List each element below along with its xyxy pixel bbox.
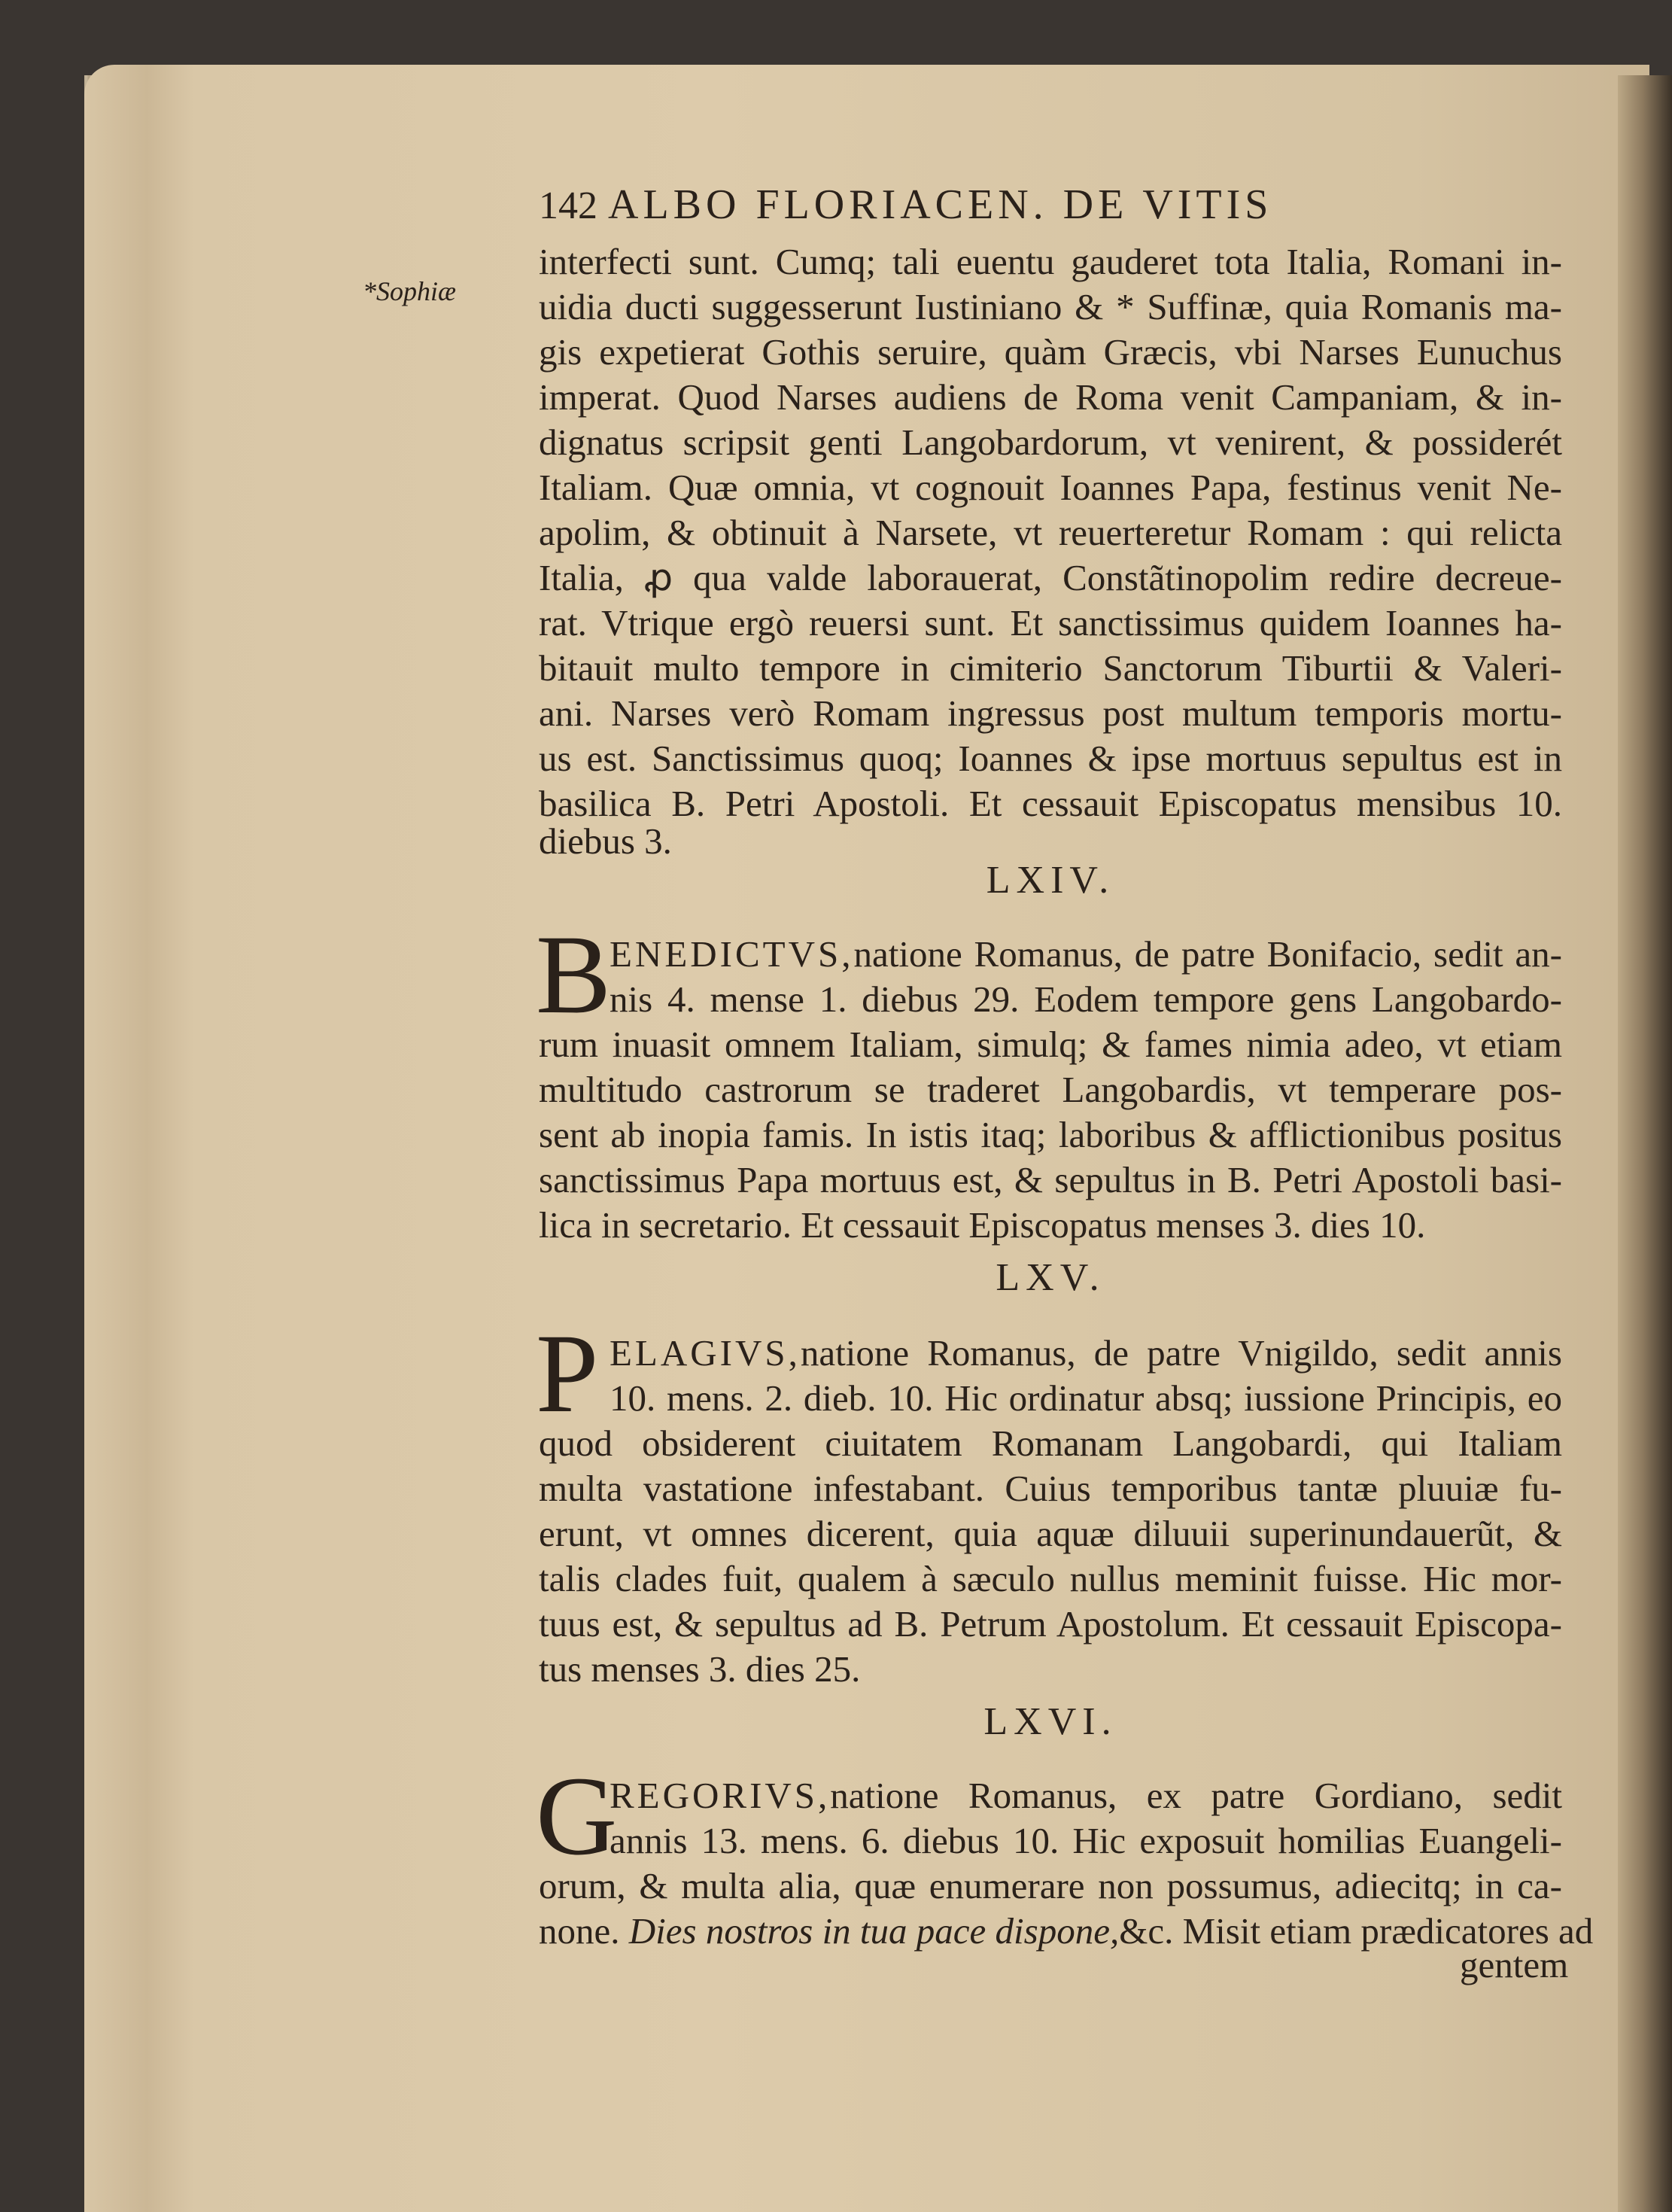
drop-cap: P: [536, 1311, 599, 1436]
text-line: [610, 932, 1562, 977]
text-line: quod obsiderent ciuitatem Romanam Langobardi, qui Italiam: [539, 1422, 1562, 1464]
catchword: gentem: [1460, 1944, 1569, 1985]
text-line: [610, 1773, 1562, 1818]
text-line: imperat. Quod Narses audiens de Roma venit Campaniam, & in-: [539, 376, 1562, 418]
text-span: natione Romanus, de patre Vnigildo, sedit annis: [800, 1332, 1562, 1374]
text-span: none.: [539, 1910, 620, 1952]
italic-phrase: Dies nostros in tua pace dispone,: [628, 1910, 1120, 1952]
text-line: sanctissimus Papa mortuus est, & sepultus in B. Petri Apostoli basi-: [539, 1159, 1562, 1200]
text-line: lica in secretario. Et cessauit Episcopatus menses 3. dies 10.: [539, 1204, 1426, 1246]
text-line: nis 4. mense 1. diebus 29. Eodem tempore gens Langobardo-: [610, 978, 1562, 1020]
text-line: dignatus scripsit genti Langobardorum, vt venirent, & possiderét: [539, 421, 1562, 463]
text-line: multa vastatione infestabant. Cuius temporibus tantæ pluuiæ fu-: [539, 1468, 1562, 1509]
section-numeral: LXV.: [996, 1256, 1105, 1299]
text-line: us est. Sanctissimus quoq; Ioannes & ipse mortuus sepultus est in: [539, 738, 1562, 779]
lead-word: REGORIVS,: [610, 1775, 831, 1816]
running-title: ALBO FLORIACEN. DE VITIS: [608, 181, 1273, 228]
text-line: uidia ducti suggesserunt Iustiniano & * Suffinæ, quia Romanis ma-: [539, 286, 1562, 327]
text-line: multitudo castrorum se traderet Langobardis, vt temperare pos-: [539, 1069, 1562, 1110]
text-span: natione Romanus, ex patre Gordiano, sedit: [830, 1775, 1562, 1816]
text-line: basilica B. Petri Apostoli. Et cessauit Episcopatus mensibus 10.: [539, 783, 1562, 824]
lead-word: ELAGIVS,: [610, 1332, 801, 1374]
book-gutter: [1618, 75, 1672, 2212]
text-line: Italiam. Quæ omnia, vt cognouit Ioannes Papa, festinus venit Ne-: [539, 467, 1562, 508]
drop-cap: G: [536, 1754, 618, 1879]
section-numeral: LXVI.: [983, 1700, 1117, 1743]
text-span: natione Romanus, de patre Bonifacio, sedit an-: [853, 933, 1562, 975]
page-number: 142: [539, 184, 597, 227]
text-line: tuus est, & sepultus ad B. Petrum Apostolum. Et cessauit Episcopa-: [539, 1603, 1562, 1645]
text-line: ani. Narses verò Romam ingressus post multum temporis mortu-: [539, 692, 1562, 734]
text-line: interfecti sunt. Cumq; tali euentu gauderet tota Italia, Romani in-: [539, 241, 1562, 282]
text-line: bitauit multo tempore in cimiterio Sanctorum Tiburtii & Valeri-: [539, 647, 1562, 689]
text-line: Italia, ꝓ qua valde laborauerat, Constãtinopolim redire decreue-: [539, 557, 1562, 598]
section-numeral: LXIV.: [986, 859, 1115, 902]
text-line: 10. mens. 2. dieb. 10. Hic ordinatur absq; iussione Principis, eo: [610, 1377, 1562, 1419]
drop-cap: B: [536, 912, 612, 1037]
text-line: orum, & multa alia, quæ enumerare non possumus, adiecitq; in ca-: [539, 1865, 1562, 1906]
text-line: tus menses 3. dies 25.: [539, 1648, 861, 1690]
text-line: diebus 3.: [539, 820, 672, 862]
text-line: erunt, vt omnes dicerent, quia aquæ diluuii superinundauerũt, &: [539, 1513, 1562, 1554]
text-span: &c. Misit etiam prædicatores ad: [1119, 1910, 1594, 1952]
text-line: rum inuasit omnem Italiam, simulq; & fames nimia adeo, vt etiam: [539, 1024, 1562, 1065]
margin-note: *Sophiæ: [363, 276, 457, 306]
text-line: sent ab inopia famis. In istis itaq; laboribus & afflictionibus positus: [539, 1114, 1562, 1155]
text-line: apolim, & obtinuit à Narsete, vt reuerteretur Romam : qui relicta: [539, 512, 1562, 553]
text-line: annis 13. mens. 6. diebus 10. Hic exposuit homilias Euangeli-: [610, 1820, 1562, 1861]
text-line: gis expetierat Gothis seruire, quàm Græcis, vbi Narses Eunuchus: [539, 331, 1562, 373]
text-line: [539, 1909, 1594, 1954]
text-line: talis clades fuit, qualem à sæculo nullus meminit fuisse. Hic mor-: [539, 1558, 1562, 1599]
text-line: rat. Vtrique ergò reuersi sunt. Et sanctissimus quidem Ioannes ha-: [539, 602, 1562, 644]
lead-word: ENEDICTVS,: [610, 933, 854, 975]
text-line: [610, 1331, 1562, 1376]
